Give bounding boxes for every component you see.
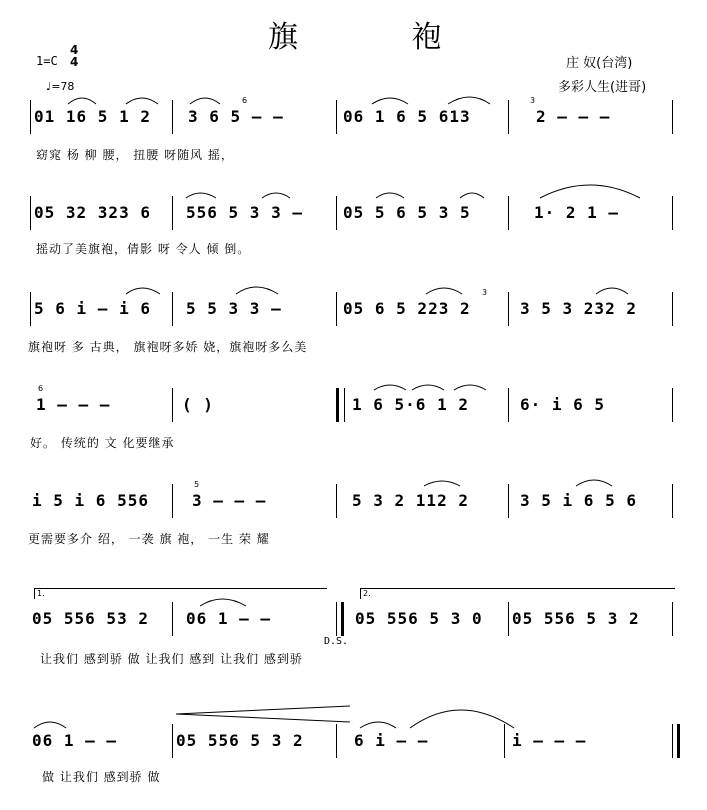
measure: 1 – – – <box>36 395 111 414</box>
barline <box>30 100 31 134</box>
tempo-marking <box>46 80 74 93</box>
dal-segno-mark: D.S. <box>324 636 349 647</box>
lyric-line: 让我们 感到骄 做 让我们 感到 让我们 感到骄 <box>40 652 303 666</box>
barline <box>672 196 673 230</box>
measure: 06 1 – – <box>32 731 118 750</box>
hairpin <box>176 714 350 722</box>
barline <box>30 292 31 326</box>
measure: 3 5 3 232 2 <box>520 299 637 318</box>
grace-note: 3 <box>530 96 536 105</box>
barline <box>508 196 509 230</box>
barline <box>672 292 673 326</box>
barline <box>172 602 173 636</box>
barline <box>172 100 173 134</box>
measure: 1 6 5·6 1 2 <box>352 395 469 414</box>
slur <box>540 185 640 198</box>
lyric-line: 更需要多介 绍， 一袭 旗 袍， 一生 荣 耀 <box>28 532 270 546</box>
barline <box>508 292 509 326</box>
measure: 3 – – – <box>192 491 267 510</box>
measure: 1· 2 1 – <box>534 203 620 222</box>
grace-note: 6 <box>242 96 248 105</box>
lyric-line: 摇动了美旗袍，倩影 呀 令人 倾 倒。 <box>36 242 251 256</box>
hairpin <box>176 706 350 714</box>
first-ending: 1. <box>34 588 327 599</box>
barline <box>672 388 673 422</box>
slur <box>236 287 278 294</box>
lyric-line: 好。 传统的 文 化要继承 <box>30 436 175 450</box>
barline <box>172 196 173 230</box>
barline <box>172 388 173 422</box>
barline <box>30 196 31 230</box>
measure: 06 1 – – <box>186 609 272 628</box>
barline <box>336 100 337 134</box>
barline <box>336 484 337 518</box>
measure: 556 5 3 3 – <box>186 203 303 222</box>
grace-note: 6 <box>38 384 44 393</box>
barline <box>172 724 173 758</box>
tempo-value: =78 <box>51 80 75 93</box>
barline <box>336 196 337 230</box>
barline <box>336 292 337 326</box>
lyric-line: 旗袍呀 多 古典， 旗袍呀多娇 娆，旗袍呀多么美 <box>28 340 308 354</box>
barline <box>504 724 505 758</box>
measure: 05 5 6 5 3 5 <box>343 203 471 222</box>
barline <box>508 100 509 134</box>
measure: 05 556 5 3 0 <box>355 609 483 628</box>
barline <box>508 602 509 636</box>
barline <box>172 484 173 518</box>
barline <box>672 100 673 134</box>
measure: 05 32 323 6 <box>34 203 151 222</box>
measure: ( ) <box>182 395 214 414</box>
measure: 05 556 5 3 2 <box>176 731 304 750</box>
barline <box>672 484 673 518</box>
lyricist-credit: 庄 奴(台湾) <box>566 56 633 71</box>
barline <box>672 602 673 636</box>
measure: i 5 i 6 556 <box>32 491 149 510</box>
transcriber-credit: 多彩人生(进哥) <box>558 80 647 95</box>
measure: 6· i 6 5 <box>520 395 606 414</box>
time-signature <box>70 44 78 68</box>
grace-note: 3 <box>482 288 488 297</box>
measure: 3 5 i 6 5 6 <box>520 491 637 510</box>
measure: 5 6 i – i 6 <box>34 299 151 318</box>
lyric-line: 窈窕 杨 柳 腰， 扭腰 呀随风 摇， <box>36 148 234 162</box>
barline <box>172 292 173 326</box>
measure: 6 i – – <box>354 731 429 750</box>
key-signature: 1=C <box>36 54 58 68</box>
measure: i – – – <box>512 731 587 750</box>
second-ending: 2. <box>360 588 675 599</box>
double-barline <box>336 602 344 636</box>
barline <box>508 388 509 422</box>
final-barline <box>672 724 680 758</box>
measure: 05 556 5 3 2 <box>512 609 640 628</box>
measure: 05 556 53 2 <box>32 609 149 628</box>
repeat-barline <box>336 388 345 422</box>
measure: 06 1 6 5 613 <box>343 107 471 126</box>
grace-note: 5 <box>194 480 200 489</box>
barline <box>508 484 509 518</box>
song-title: 旗 袍 <box>268 20 494 55</box>
barline <box>336 724 337 758</box>
quarter-note-icon: ♩ <box>46 80 52 93</box>
measure: 3 6 5 – – <box>188 107 284 126</box>
measure: 2 – – – <box>536 107 611 126</box>
measure: 05 6 5 223 2 <box>343 299 471 318</box>
measure: 5 3 2 112 2 <box>352 491 469 510</box>
lyric-line: 做 让我们 感到骄 做 <box>42 770 161 784</box>
measure: 5 5 3 3 – <box>186 299 282 318</box>
time-signature-top: 4 <box>70 43 79 57</box>
time-signature-bottom: 4 <box>70 55 79 69</box>
measure: 01 16 5 1 2 <box>34 107 151 126</box>
